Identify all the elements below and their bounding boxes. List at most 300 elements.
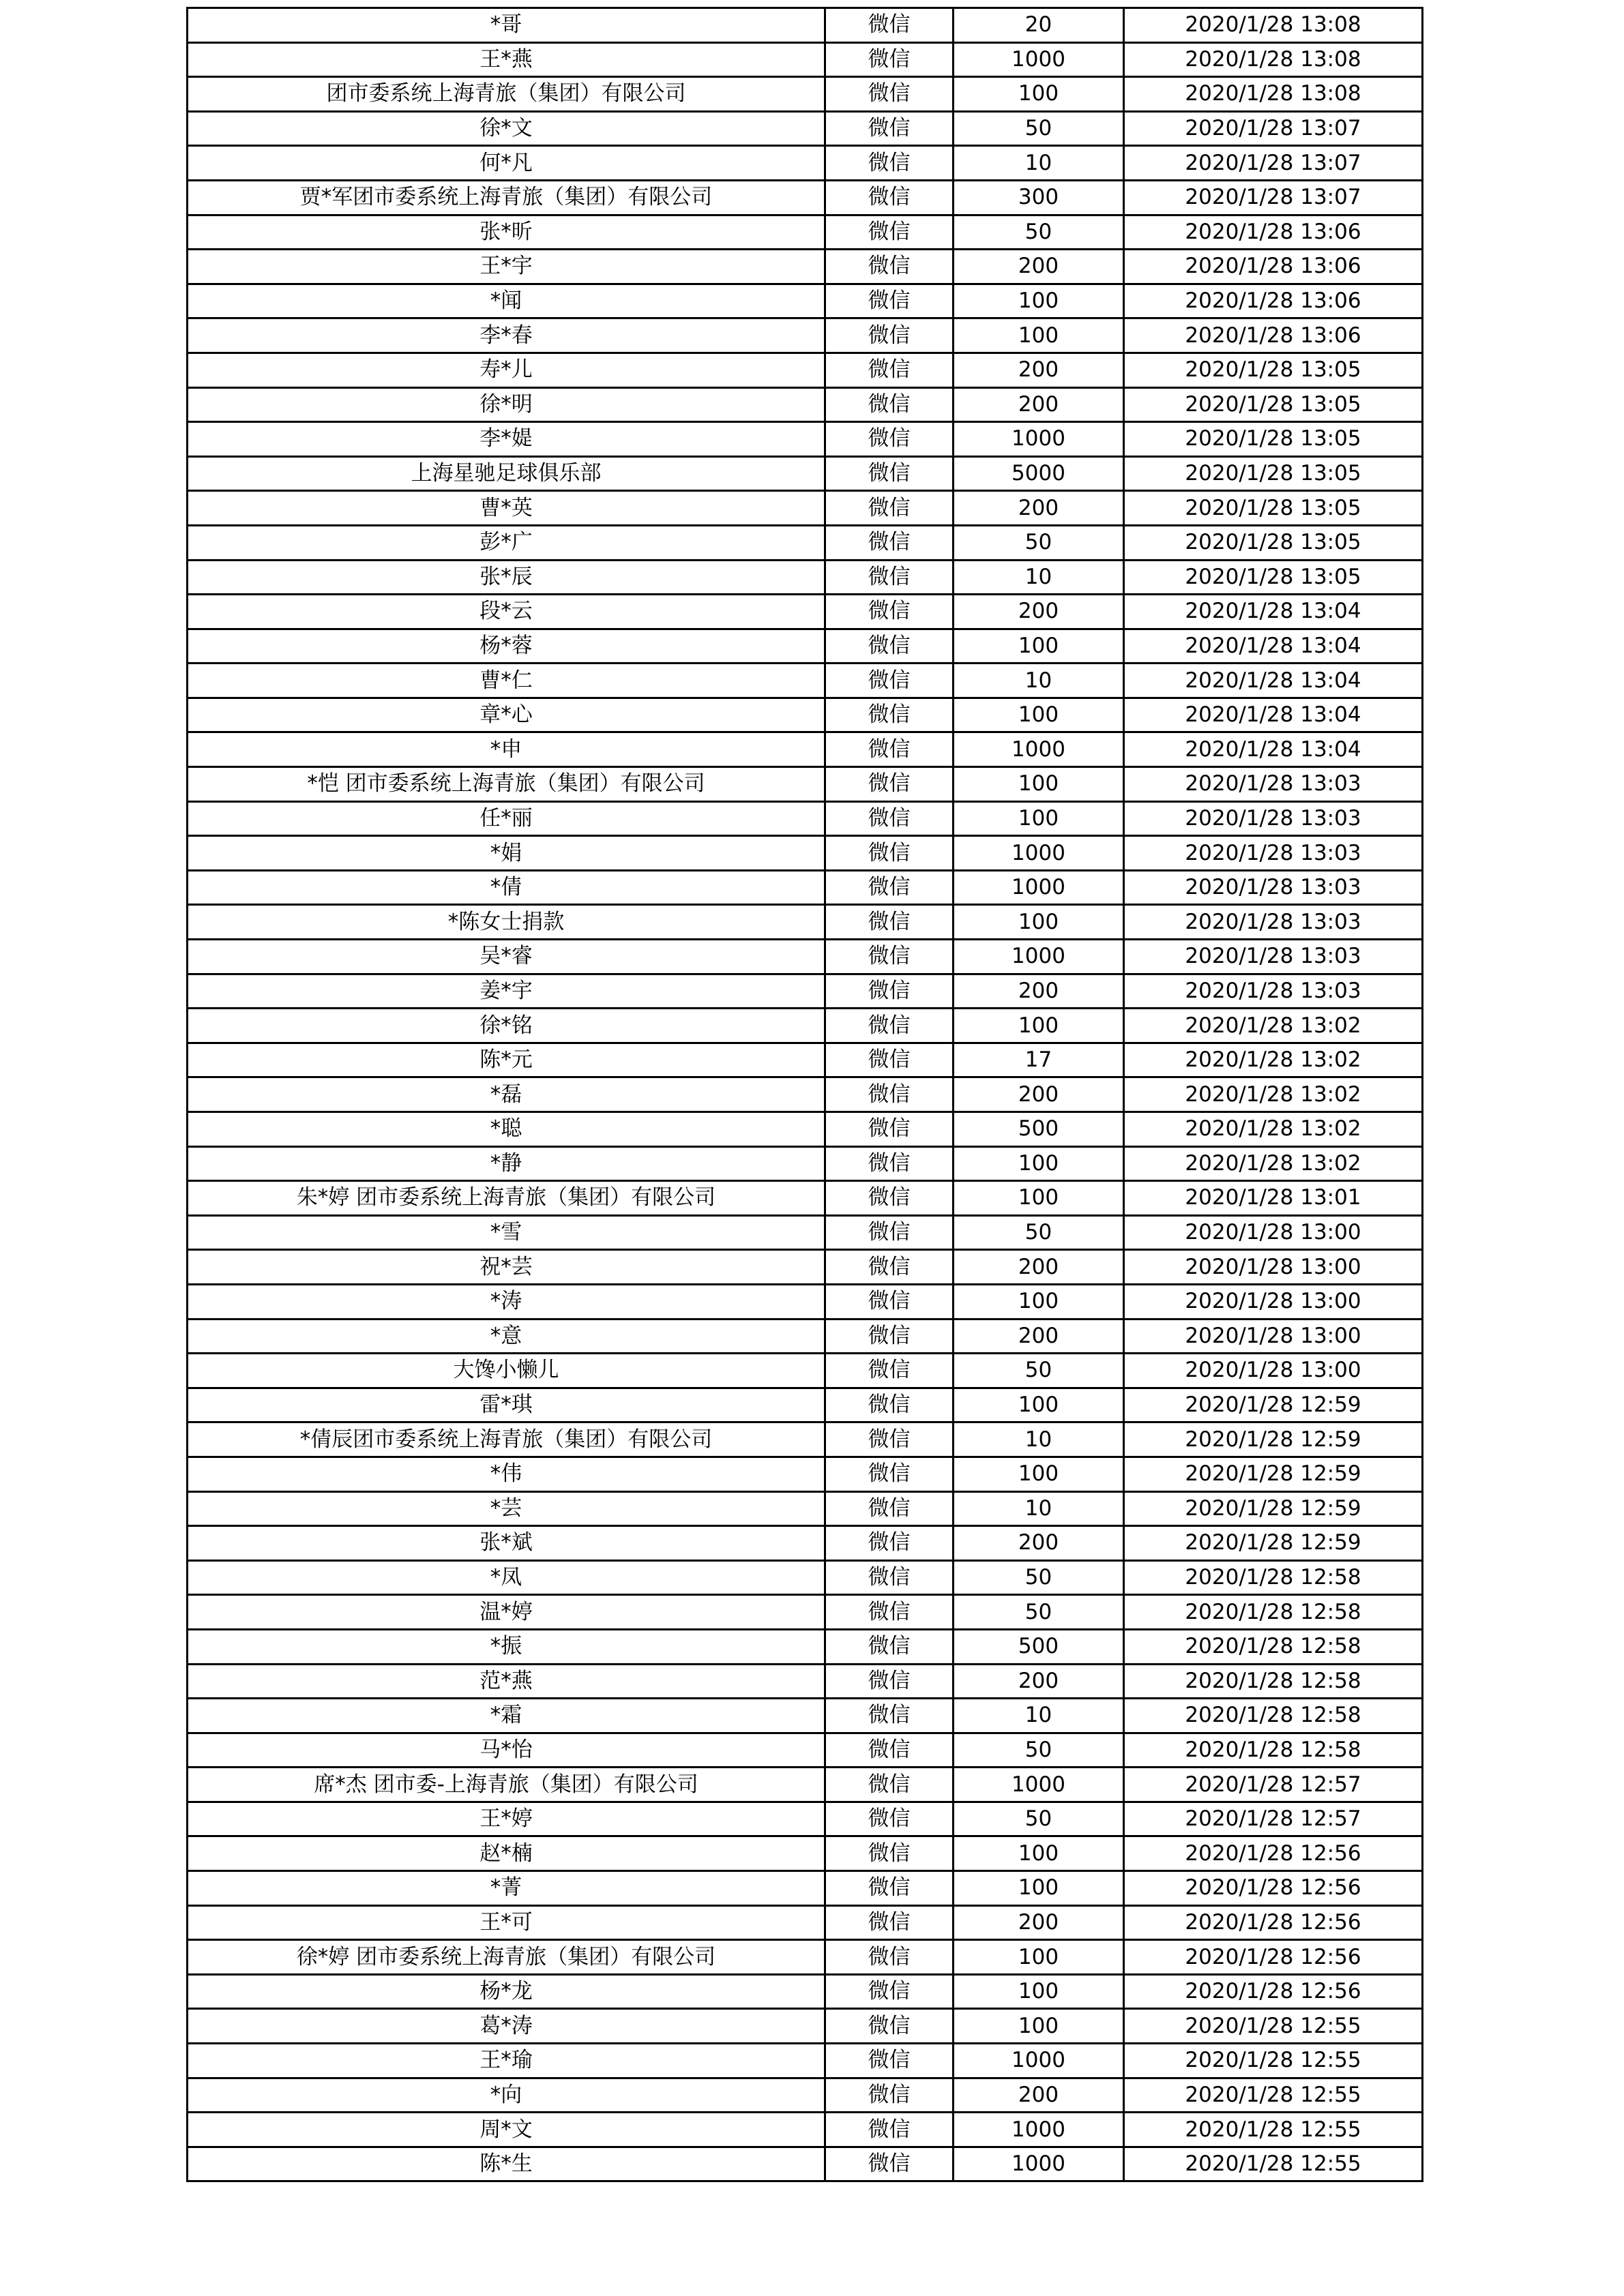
payment-method-cell: 微信: [825, 560, 954, 595]
donation-time-cell: 2020/1/28 12:59: [1124, 1457, 1423, 1491]
donor-name-cell: *菁: [188, 1871, 825, 1906]
donor-name-cell: 王*婷: [188, 1802, 825, 1836]
donation-time-cell: 2020/1/28 13:05: [1124, 525, 1423, 560]
donor-name-cell: 朱*婷 团市委系统上海青旅（集团）有限公司: [188, 1181, 825, 1216]
donation-time-cell: 2020/1/28 12:55: [1124, 2009, 1423, 2044]
donor-name-cell: *申: [188, 732, 825, 767]
donation-time-cell: 2020/1/28 13:01: [1124, 1181, 1423, 1216]
donor-name-cell: 章*心: [188, 698, 825, 732]
payment-method-cell: 微信: [825, 732, 954, 767]
table-row: [188, 1664, 1423, 1699]
donation-time-cell: 2020/1/28 13:04: [1124, 732, 1423, 767]
donation-time-cell: 2020/1/28 12:56: [1124, 1905, 1423, 1940]
amount-cell: 10: [954, 1491, 1124, 1526]
donor-name-cell: *意: [188, 1319, 825, 1354]
table-row: [188, 560, 1423, 595]
amount-cell: 50: [954, 1802, 1124, 1836]
donor-name-cell: 周*文: [188, 2113, 825, 2147]
table-row: [188, 698, 1423, 732]
table-row: [188, 664, 1423, 698]
amount-cell: 100: [954, 905, 1124, 940]
donation-time-cell: 2020/1/28 13:02: [1124, 1146, 1423, 1181]
amount-cell: 200: [954, 491, 1124, 526]
amount-cell: 10: [954, 560, 1124, 595]
payment-method-cell: 微信: [825, 1009, 954, 1043]
payment-method-cell: 微信: [825, 42, 954, 77]
amount-cell: 10: [954, 1699, 1124, 1733]
donation-time-cell: 2020/1/28 12:59: [1124, 1388, 1423, 1422]
payment-method-cell: 微信: [825, 1940, 954, 1975]
amount-cell: 200: [954, 250, 1124, 284]
amount-cell: 100: [954, 2009, 1124, 2044]
donor-name-cell: *倩: [188, 870, 825, 905]
donor-name-cell: *向: [188, 2078, 825, 2113]
donor-name-cell: 姜*宇: [188, 974, 825, 1009]
table-row: [188, 146, 1423, 181]
donation-time-cell: 2020/1/28 12:58: [1124, 1699, 1423, 1733]
payment-method-cell: 微信: [825, 1388, 954, 1422]
amount-cell: 50: [954, 1733, 1124, 1768]
donation-time-cell: 2020/1/28 12:55: [1124, 2078, 1423, 2113]
amount-cell: 200: [954, 2078, 1124, 2113]
amount-cell: 50: [954, 1215, 1124, 1250]
donation-time-cell: 2020/1/28 13:00: [1124, 1319, 1423, 1354]
amount-cell: 100: [954, 629, 1124, 664]
payment-method-cell: 微信: [825, 2147, 954, 2181]
amount-cell: 200: [954, 353, 1124, 387]
donor-name-cell: *静: [188, 1146, 825, 1181]
payment-method-cell: 微信: [825, 180, 954, 215]
donation-time-cell: 2020/1/28 13:06: [1124, 215, 1423, 250]
donation-time-cell: 2020/1/28 13:06: [1124, 318, 1423, 353]
payment-method-cell: 微信: [825, 491, 954, 526]
payment-method-cell: 微信: [825, 284, 954, 318]
payment-method-cell: 微信: [825, 1595, 954, 1630]
donation-time-cell: 2020/1/28 12:56: [1124, 1940, 1423, 1975]
donation-time-cell: 2020/1/28 13:08: [1124, 77, 1423, 112]
donation-time-cell: 2020/1/28 13:08: [1124, 42, 1423, 77]
donation-time-cell: 2020/1/28 12:56: [1124, 1974, 1423, 2009]
payment-method-cell: 微信: [825, 1457, 954, 1491]
table-row: [188, 1905, 1423, 1940]
amount-cell: 100: [954, 698, 1124, 732]
amount-cell: 200: [954, 387, 1124, 422]
table-row: [188, 1629, 1423, 1664]
table-row: [188, 1491, 1423, 1526]
table-row: [188, 2147, 1423, 2181]
donation-time-cell: 2020/1/28 13:00: [1124, 1215, 1423, 1250]
donor-name-cell: 杨*蓉: [188, 629, 825, 664]
donation-time-cell: 2020/1/28 12:55: [1124, 2044, 1423, 2078]
payment-method-cell: 微信: [825, 77, 954, 112]
donation-time-cell: 2020/1/28 12:59: [1124, 1526, 1423, 1561]
payment-method-cell: 微信: [825, 1974, 954, 2009]
amount-cell: 50: [954, 1560, 1124, 1595]
table-row: [188, 1526, 1423, 1561]
donor-name-cell: 陈*元: [188, 1043, 825, 1077]
table-row: [188, 1699, 1423, 1733]
amount-cell: 100: [954, 1974, 1124, 2009]
table-row: [188, 629, 1423, 664]
table-row: [188, 2044, 1423, 2078]
payment-method-cell: 微信: [825, 2044, 954, 2078]
table-row: [188, 1250, 1423, 1285]
table-row: [188, 1354, 1423, 1388]
amount-cell: 1000: [954, 2147, 1124, 2181]
table-row: [188, 215, 1423, 250]
donor-name-cell: 陈*生: [188, 2147, 825, 2181]
donor-name-cell: *磊: [188, 1077, 825, 1112]
donor-name-cell: *凤: [188, 1560, 825, 1595]
table-row: [188, 1560, 1423, 1595]
payment-method-cell: 微信: [825, 2009, 954, 2044]
table-row: [188, 250, 1423, 284]
donation-time-cell: 2020/1/28 13:07: [1124, 111, 1423, 146]
amount-cell: 1000: [954, 2113, 1124, 2147]
donor-name-cell: *雪: [188, 1215, 825, 1250]
table-row: [188, 180, 1423, 215]
donation-time-cell: 2020/1/28 13:05: [1124, 560, 1423, 595]
donor-name-cell: 大馋小懒儿: [188, 1354, 825, 1388]
payment-method-cell: 微信: [825, 1181, 954, 1216]
donation-time-cell: 2020/1/28 13:05: [1124, 456, 1423, 491]
donor-name-cell: 李*春: [188, 318, 825, 353]
table-row: [188, 1284, 1423, 1319]
payment-method-cell: 微信: [825, 353, 954, 387]
donation-time-cell: 2020/1/28 12:59: [1124, 1422, 1423, 1457]
donation-time-cell: 2020/1/28 13:03: [1124, 767, 1423, 802]
amount-cell: 200: [954, 1905, 1124, 1940]
payment-method-cell: 微信: [825, 870, 954, 905]
table-row: [188, 387, 1423, 422]
table-row: [188, 42, 1423, 77]
donation-time-cell: 2020/1/28 12:56: [1124, 1836, 1423, 1871]
donation-time-cell: 2020/1/28 12:55: [1124, 2147, 1423, 2181]
donation-time-cell: 2020/1/28 13:06: [1124, 250, 1423, 284]
table-row: [188, 1768, 1423, 1802]
table-row: [188, 1319, 1423, 1354]
donor-name-cell: 雷*琪: [188, 1388, 825, 1422]
donor-name-cell: *涛: [188, 1284, 825, 1319]
amount-cell: 1000: [954, 422, 1124, 457]
payment-method-cell: 微信: [825, 8, 954, 43]
amount-cell: 5000: [954, 456, 1124, 491]
donation-time-cell: 2020/1/28 12:58: [1124, 1595, 1423, 1630]
donation-time-cell: 2020/1/28 12:58: [1124, 1629, 1423, 1664]
donor-name-cell: 温*婷: [188, 1595, 825, 1630]
donation-time-cell: 2020/1/28 13:00: [1124, 1354, 1423, 1388]
payment-method-cell: 微信: [825, 1871, 954, 1906]
table-row: [188, 491, 1423, 526]
payment-method-cell: 微信: [825, 1905, 954, 1940]
payment-method-cell: 微信: [825, 2078, 954, 2113]
donation-time-cell: 2020/1/28 13:08: [1124, 8, 1423, 43]
table-row: [188, 1388, 1423, 1422]
donor-name-cell: *芸: [188, 1491, 825, 1526]
payment-method-cell: 微信: [825, 940, 954, 974]
donor-name-cell: 李*媞: [188, 422, 825, 457]
donor-name-cell: 徐*明: [188, 387, 825, 422]
donor-name-cell: 段*云: [188, 595, 825, 629]
payment-method-cell: 微信: [825, 836, 954, 871]
amount-cell: 10: [954, 664, 1124, 698]
payment-method-cell: 微信: [825, 1354, 954, 1388]
donor-name-cell: 张*辰: [188, 560, 825, 595]
donation-time-cell: 2020/1/28 13:03: [1124, 836, 1423, 871]
donation-table: [186, 7, 1423, 2182]
payment-method-cell: 微信: [825, 525, 954, 560]
donor-name-cell: 何*凡: [188, 146, 825, 181]
payment-method-cell: 微信: [825, 1836, 954, 1871]
table-row: [188, 801, 1423, 836]
donation-time-cell: 2020/1/28 12:58: [1124, 1664, 1423, 1699]
donation-time-cell: 2020/1/28 12:59: [1124, 1491, 1423, 1526]
donation-time-cell: 2020/1/28 13:05: [1124, 387, 1423, 422]
donation-time-cell: 2020/1/28 13:05: [1124, 422, 1423, 457]
amount-cell: 200: [954, 595, 1124, 629]
donation-time-cell: 2020/1/28 13:05: [1124, 353, 1423, 387]
donor-name-cell: 杨*龙: [188, 1974, 825, 2009]
donation-time-cell: 2020/1/28 13:03: [1124, 870, 1423, 905]
table-row: [188, 1422, 1423, 1457]
table-row: [188, 1077, 1423, 1112]
amount-cell: 100: [954, 284, 1124, 318]
amount-cell: 200: [954, 1526, 1124, 1561]
donation-time-cell: 2020/1/28 13:02: [1124, 1043, 1423, 1077]
payment-method-cell: 微信: [825, 1112, 954, 1147]
amount-cell: 100: [954, 1146, 1124, 1181]
donor-name-cell: 王*宇: [188, 250, 825, 284]
donor-name-cell: *倩辰团市委系统上海青旅（集团）有限公司: [188, 1422, 825, 1457]
payment-method-cell: 微信: [825, 1491, 954, 1526]
payment-method-cell: 微信: [825, 1250, 954, 1285]
donor-name-cell: 徐*铭: [188, 1009, 825, 1043]
table-row: [188, 422, 1423, 457]
payment-method-cell: 微信: [825, 1422, 954, 1457]
donation-time-cell: 2020/1/28 13:03: [1124, 905, 1423, 940]
payment-method-cell: 微信: [825, 1560, 954, 1595]
donor-name-cell: 曹*仁: [188, 664, 825, 698]
table-row: [188, 1146, 1423, 1181]
payment-method-cell: 微信: [825, 1043, 954, 1077]
table-row: [188, 905, 1423, 940]
table-row: [188, 836, 1423, 871]
amount-cell: 100: [954, 318, 1124, 353]
amount-cell: 20: [954, 8, 1124, 43]
payment-method-cell: 微信: [825, 250, 954, 284]
donation-time-cell: 2020/1/28 13:02: [1124, 1112, 1423, 1147]
donation-time-cell: 2020/1/28 13:00: [1124, 1284, 1423, 1319]
payment-method-cell: 微信: [825, 1629, 954, 1664]
table-row: [188, 732, 1423, 767]
donor-name-cell: 王*燕: [188, 42, 825, 77]
table-row: [188, 1112, 1423, 1147]
table-row: [188, 525, 1423, 560]
amount-cell: 1000: [954, 940, 1124, 974]
payment-method-cell: 微信: [825, 1077, 954, 1112]
payment-method-cell: 微信: [825, 1526, 954, 1561]
table-row: [188, 8, 1423, 43]
donor-name-cell: 任*丽: [188, 801, 825, 836]
table-row: [188, 1940, 1423, 1975]
payment-method-cell: 微信: [825, 456, 954, 491]
donor-name-cell: 葛*涛: [188, 2009, 825, 2044]
payment-method-cell: 微信: [825, 1802, 954, 1836]
amount-cell: 100: [954, 1388, 1124, 1422]
table-row: [188, 1802, 1423, 1836]
table-row: [188, 1457, 1423, 1491]
donor-name-cell: *振: [188, 1629, 825, 1664]
donor-name-cell: 张*昕: [188, 215, 825, 250]
donor-name-cell: 徐*婷 团市委系统上海青旅（集团）有限公司: [188, 1940, 825, 1975]
table-row: [188, 2009, 1423, 2044]
donor-name-cell: *恺 团市委系统上海青旅（集团）有限公司: [188, 767, 825, 802]
table-row: [188, 318, 1423, 353]
payment-method-cell: 微信: [825, 1733, 954, 1768]
amount-cell: 10: [954, 146, 1124, 181]
donor-name-cell: *陈女士捐款: [188, 905, 825, 940]
donor-name-cell: 范*燕: [188, 1664, 825, 1699]
payment-method-cell: 微信: [825, 801, 954, 836]
table-row: [188, 1009, 1423, 1043]
amount-cell: 1000: [954, 836, 1124, 871]
donor-name-cell: *哥: [188, 8, 825, 43]
donor-name-cell: 赵*楠: [188, 1836, 825, 1871]
table-row: [188, 456, 1423, 491]
table-row: [188, 1974, 1423, 2009]
payment-method-cell: 微信: [825, 1768, 954, 1802]
payment-method-cell: 微信: [825, 1319, 954, 1354]
table-row: [188, 111, 1423, 146]
payment-method-cell: 微信: [825, 767, 954, 802]
payment-method-cell: 微信: [825, 698, 954, 732]
donor-name-cell: *霜: [188, 1699, 825, 1733]
amount-cell: 50: [954, 525, 1124, 560]
amount-cell: 100: [954, 1871, 1124, 1906]
amount-cell: 100: [954, 1457, 1124, 1491]
donation-time-cell: 2020/1/28 13:04: [1124, 698, 1423, 732]
donor-name-cell: 王*可: [188, 1905, 825, 1940]
donation-time-cell: 2020/1/28 13:05: [1124, 491, 1423, 526]
donation-time-cell: 2020/1/28 13:03: [1124, 801, 1423, 836]
donation-time-cell: 2020/1/28 13:03: [1124, 974, 1423, 1009]
table-row: [188, 1181, 1423, 1216]
donor-name-cell: 寿*儿: [188, 353, 825, 387]
amount-cell: 50: [954, 215, 1124, 250]
amount-cell: 17: [954, 1043, 1124, 1077]
amount-cell: 500: [954, 1112, 1124, 1147]
amount-cell: 50: [954, 1595, 1124, 1630]
payment-method-cell: 微信: [825, 629, 954, 664]
table-row: [188, 940, 1423, 974]
donor-name-cell: 张*斌: [188, 1526, 825, 1561]
amount-cell: 100: [954, 801, 1124, 836]
amount-cell: 200: [954, 1250, 1124, 1285]
table-row: [188, 2113, 1423, 2147]
amount-cell: 100: [954, 1940, 1124, 1975]
amount-cell: 100: [954, 77, 1124, 112]
payment-method-cell: 微信: [825, 1146, 954, 1181]
payment-method-cell: 微信: [825, 905, 954, 940]
payment-method-cell: 微信: [825, 422, 954, 457]
table-row: [188, 1871, 1423, 1906]
table-row: [188, 1733, 1423, 1768]
amount-cell: 100: [954, 767, 1124, 802]
payment-method-cell: 微信: [825, 1215, 954, 1250]
payment-method-cell: 微信: [825, 595, 954, 629]
amount-cell: 1000: [954, 732, 1124, 767]
amount-cell: 100: [954, 1836, 1124, 1871]
amount-cell: 1000: [954, 42, 1124, 77]
payment-method-cell: 微信: [825, 318, 954, 353]
payment-method-cell: 微信: [825, 1284, 954, 1319]
table-row: [188, 2078, 1423, 2113]
donor-name-cell: 贾*军团市委系统上海青旅（集团）有限公司: [188, 180, 825, 215]
table-row: [188, 870, 1423, 905]
payment-method-cell: 微信: [825, 664, 954, 698]
amount-cell: 200: [954, 974, 1124, 1009]
donation-time-cell: 2020/1/28 13:03: [1124, 940, 1423, 974]
donation-time-cell: 2020/1/28 13:02: [1124, 1009, 1423, 1043]
table-row: [188, 767, 1423, 802]
donation-time-cell: 2020/1/28 12:55: [1124, 2113, 1423, 2147]
donation-time-cell: 2020/1/28 13:04: [1124, 595, 1423, 629]
payment-method-cell: 微信: [825, 2113, 954, 2147]
donor-name-cell: 吴*睿: [188, 940, 825, 974]
donation-time-cell: 2020/1/28 12:58: [1124, 1560, 1423, 1595]
payment-method-cell: 微信: [825, 1699, 954, 1733]
amount-cell: 1000: [954, 1768, 1124, 1802]
table-row: [188, 974, 1423, 1009]
amount-cell: 200: [954, 1664, 1124, 1699]
payment-method-cell: 微信: [825, 215, 954, 250]
amount-cell: 1000: [954, 870, 1124, 905]
amount-cell: 1000: [954, 2044, 1124, 2078]
donation-time-cell: 2020/1/28 12:57: [1124, 1802, 1423, 1836]
donor-name-cell: 上海星驰足球俱乐部: [188, 456, 825, 491]
donation-time-cell: 2020/1/28 12:57: [1124, 1768, 1423, 1802]
amount-cell: 300: [954, 180, 1124, 215]
donor-name-cell: 曹*英: [188, 491, 825, 526]
payment-method-cell: 微信: [825, 387, 954, 422]
donor-name-cell: 席*杰 团市委-上海青旅（集团）有限公司: [188, 1768, 825, 1802]
amount-cell: 500: [954, 1629, 1124, 1664]
amount-cell: 100: [954, 1181, 1124, 1216]
donor-name-cell: *娟: [188, 836, 825, 871]
donation-time-cell: 2020/1/28 13:00: [1124, 1250, 1423, 1285]
donor-name-cell: 马*怡: [188, 1733, 825, 1768]
table-row: [188, 1595, 1423, 1630]
donor-name-cell: 徐*文: [188, 111, 825, 146]
amount-cell: 200: [954, 1319, 1124, 1354]
amount-cell: 100: [954, 1009, 1124, 1043]
amount-cell: 10: [954, 1422, 1124, 1457]
donor-name-cell: *聪: [188, 1112, 825, 1147]
amount-cell: 50: [954, 1354, 1124, 1388]
donation-time-cell: 2020/1/28 13:07: [1124, 180, 1423, 215]
donor-name-cell: *闻: [188, 284, 825, 318]
donation-table-body: [188, 8, 1423, 2181]
donation-time-cell: 2020/1/28 13:04: [1124, 664, 1423, 698]
amount-cell: 200: [954, 1077, 1124, 1112]
table-row: [188, 284, 1423, 318]
donation-time-cell: 2020/1/28 13:02: [1124, 1077, 1423, 1112]
donor-name-cell: 王*瑜: [188, 2044, 825, 2078]
table-row: [188, 353, 1423, 387]
payment-method-cell: 微信: [825, 146, 954, 181]
amount-cell: 100: [954, 1284, 1124, 1319]
donor-name-cell: 团市委系统上海青旅（集团）有限公司: [188, 77, 825, 112]
